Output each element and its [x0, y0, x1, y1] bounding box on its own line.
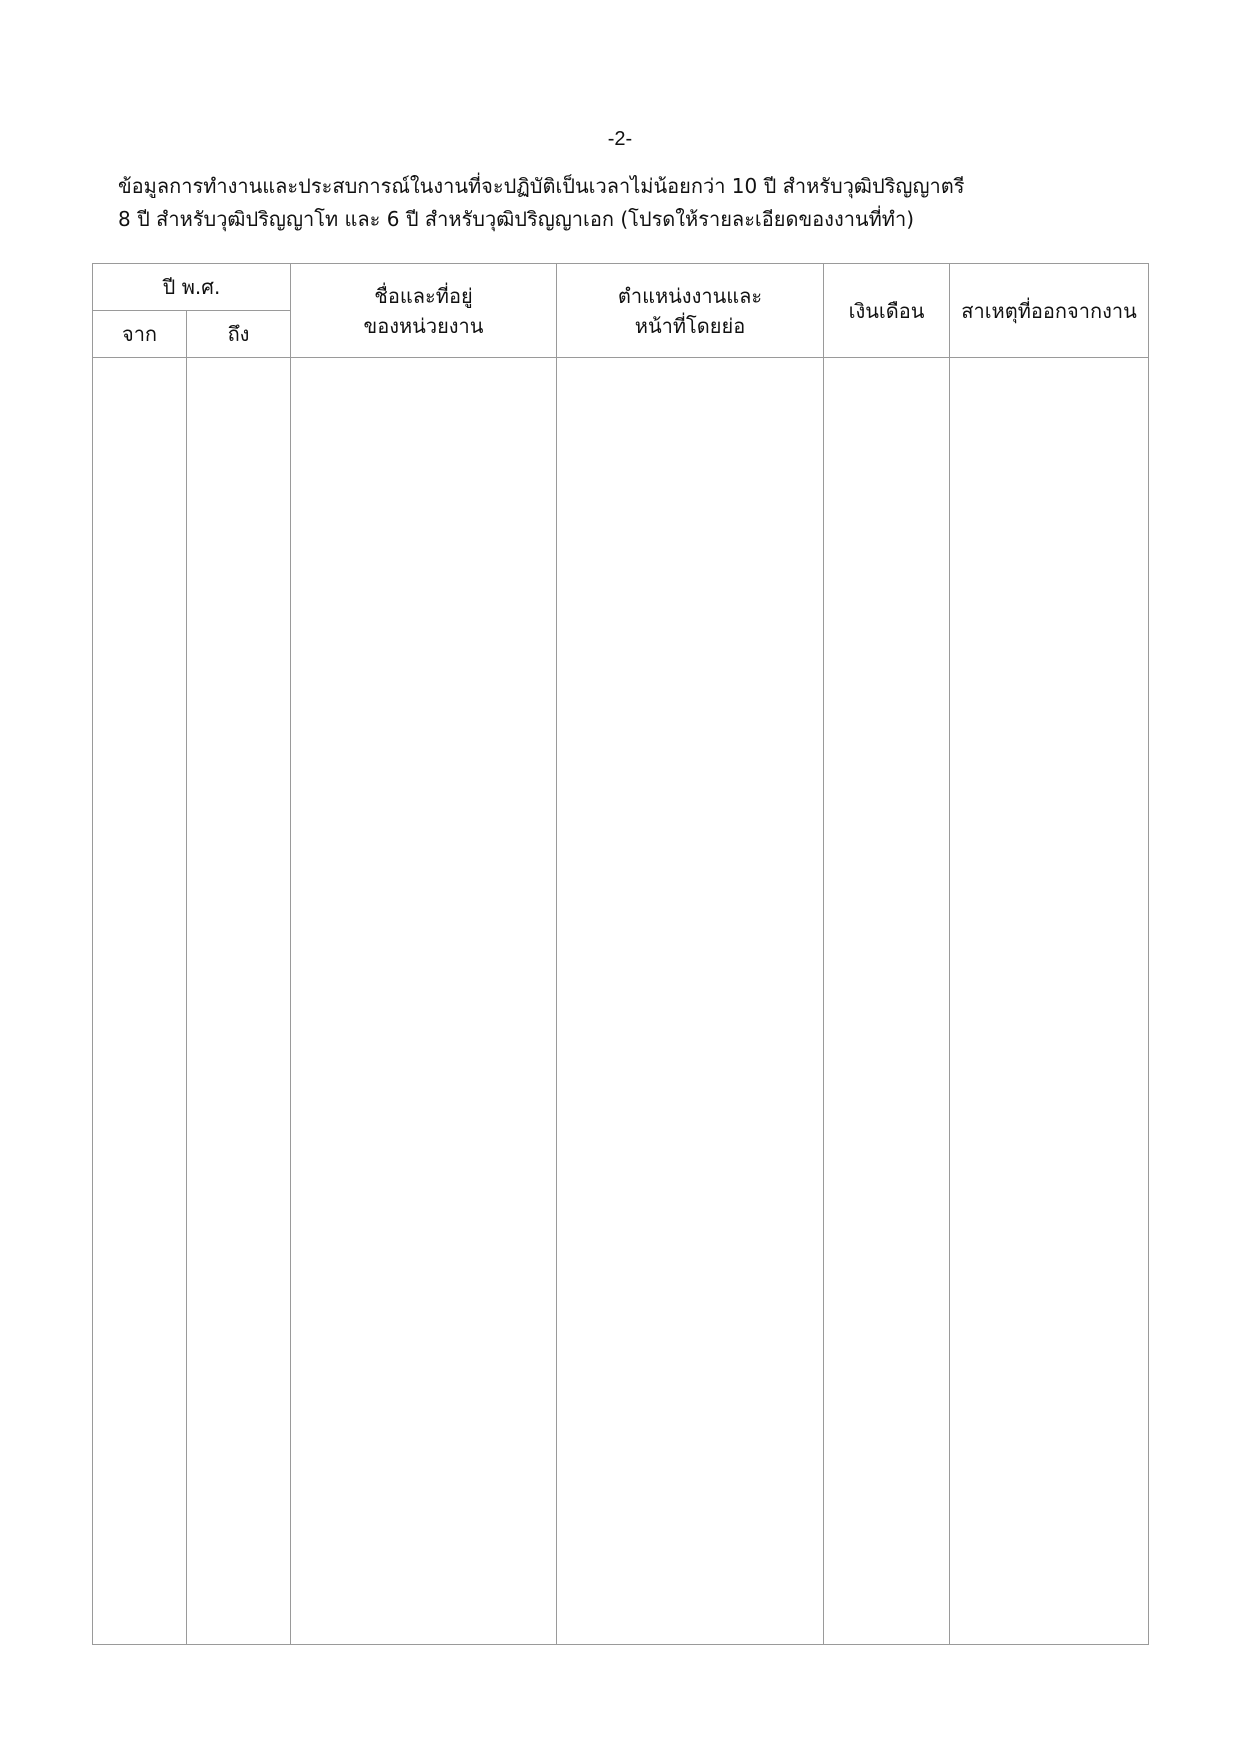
organization-header-line-1: ชื่อและที่อยู่ [374, 283, 473, 308]
organization-header [291, 264, 557, 358]
year-header: ปี พ.ศ. [93, 264, 291, 311]
table-header-row [93, 264, 1149, 311]
organization-header-line-2: ของหน่วยงาน [363, 313, 484, 338]
leaving-reason-header: สาเหตุที่ออกจากงาน [950, 264, 1149, 358]
position-header [557, 264, 824, 358]
position-header-line-1: ตำแหน่งงานและ [617, 283, 763, 308]
salary-header: เงินเดือน [824, 264, 950, 358]
salary-cell[interactable] [824, 358, 950, 1645]
page-number: -2- [607, 128, 633, 150]
instructions-paragraph [118, 170, 1138, 236]
instructions-line-1: ข้อมูลการทำงานและประสบการณ์ในงานที่จะปฏิบัติเป็นเวลาไม่น้อยกว่า 10 ปี สำหรับวุฒิปริญญาตรี [118, 174, 965, 198]
position-header-line-2: หน้าที่โดยย่อ [634, 313, 746, 338]
work-experience-table [92, 263, 1149, 1645]
position-cell[interactable] [557, 358, 824, 1645]
year-to-cell[interactable] [187, 358, 291, 1645]
leaving-reason-cell[interactable] [950, 358, 1149, 1645]
year-from-header: จาก [93, 311, 187, 358]
table-row [93, 358, 1149, 1645]
year-from-cell[interactable] [93, 358, 187, 1645]
year-to-header: ถึง [187, 311, 291, 358]
organization-cell[interactable] [291, 358, 557, 1645]
instructions-line-2: 8 ปี สำหรับวุฒิปริญญาโท และ 6 ปี สำหรับวุฒิปริญญาเอก (โปรดให้รายละเอียดของงานที่ทำ) [118, 207, 915, 231]
